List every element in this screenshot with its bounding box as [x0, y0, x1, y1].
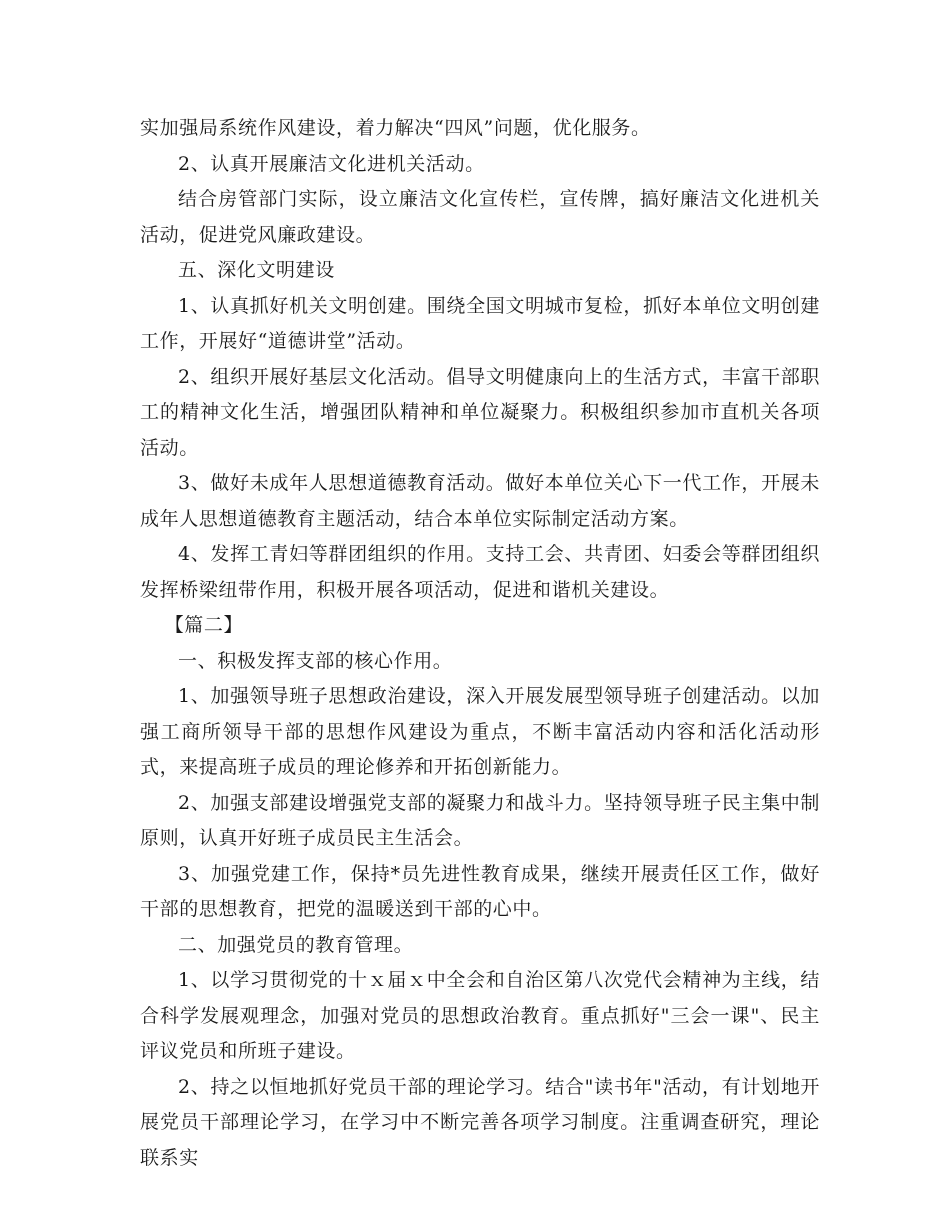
- part-two-heading: 【篇二】: [164, 614, 244, 636]
- section-heading-5: 五、深化文明建设: [178, 259, 335, 281]
- paragraph-integrity-detail: 结合房管部门实际，设立廉洁文化宣传栏，宣传牌，搞好廉洁文化进机关活动，促进党风廉政建设。: [140, 188, 820, 246]
- paragraph-item-1-civilization: 1、认真抓好机关文明创建。围绕全国文明城市复检，抓好本单位文明创建工作，开展好“道德讲堂”活动。: [140, 294, 820, 352]
- paragraph-item-1-study: 1、以学习贯彻党的十ｘ届ｘ中全会和自治区第八次党代会精神为主线，结合科学发展观理念，加强对党员的思想政治教育。重点抓好"三会一课"、民主评议党员和所班子建设。: [140, 969, 820, 1062]
- paragraph-item-2-integrity-culture: 2、认真开展廉洁文化进机关活动。: [178, 152, 485, 175]
- paragraph-item-2-culture-activities: 2、组织开展好基层文化活动。倡导文明健康向上的生活方式，丰富干部职工的精神文化生活，增强团队精神和单位凝聚力。积极组织参加市直机关各项活动。: [140, 365, 820, 459]
- paragraph-item-3-youth-education: 3、做好未成年人思想道德教育活动。做好本单位关心下一代工作，开展未成年人思想道德教育主题活动，结合本单位实际制定活动方案。: [140, 472, 820, 530]
- paragraph-item-2-theory-study: 2、持之以恒地抓好党员干部的理论学习。结合"读书年"活动，有计划地开展党员干部理论学习，在学习中不断完善各项学习制度。注重调查研究，理论联系实: [140, 1075, 820, 1169]
- section-heading-1: 一、积极发挥支部的核心作用。: [178, 649, 453, 672]
- document-body: [140, 111, 820, 1176]
- paragraph-item-3-party-work: 3、加强党建工作，保持*员先进性教育成果，继续开展责任区工作，做好干部的思想教育，把党的温暖送到干部的心中。: [140, 862, 820, 920]
- section-heading-2: 二、加强党员的教育管理。: [178, 933, 414, 956]
- paragraph-item-1-leadership: 1、加强领导班子思想政治建设，深入开展发展型领导班子创建活动。以加强工商所领导干部的思想作风建设为重点，不断丰富活动内容和活化活动形式，来提高班子成员的理论修养和开拓创新能力。: [140, 685, 820, 778]
- paragraph-item-4-mass-organizations: 4、发挥工青妇等群团组织的作用。支持工会、共青团、妇委会等群团组织发挥桥梁纽带作用，积极开展各项活动，促进和谐机关建设。: [140, 543, 820, 601]
- paragraph-continuation: 实加强局系统作风建设，着力解决“四风”问题，优化服务。: [140, 117, 651, 139]
- paragraph-item-2-branch-building: 2、加强支部建设增强党支部的凝聚力和战斗力。坚持领导班子民主集中制原则，认真开好班子成员民主生活会。: [140, 791, 820, 849]
